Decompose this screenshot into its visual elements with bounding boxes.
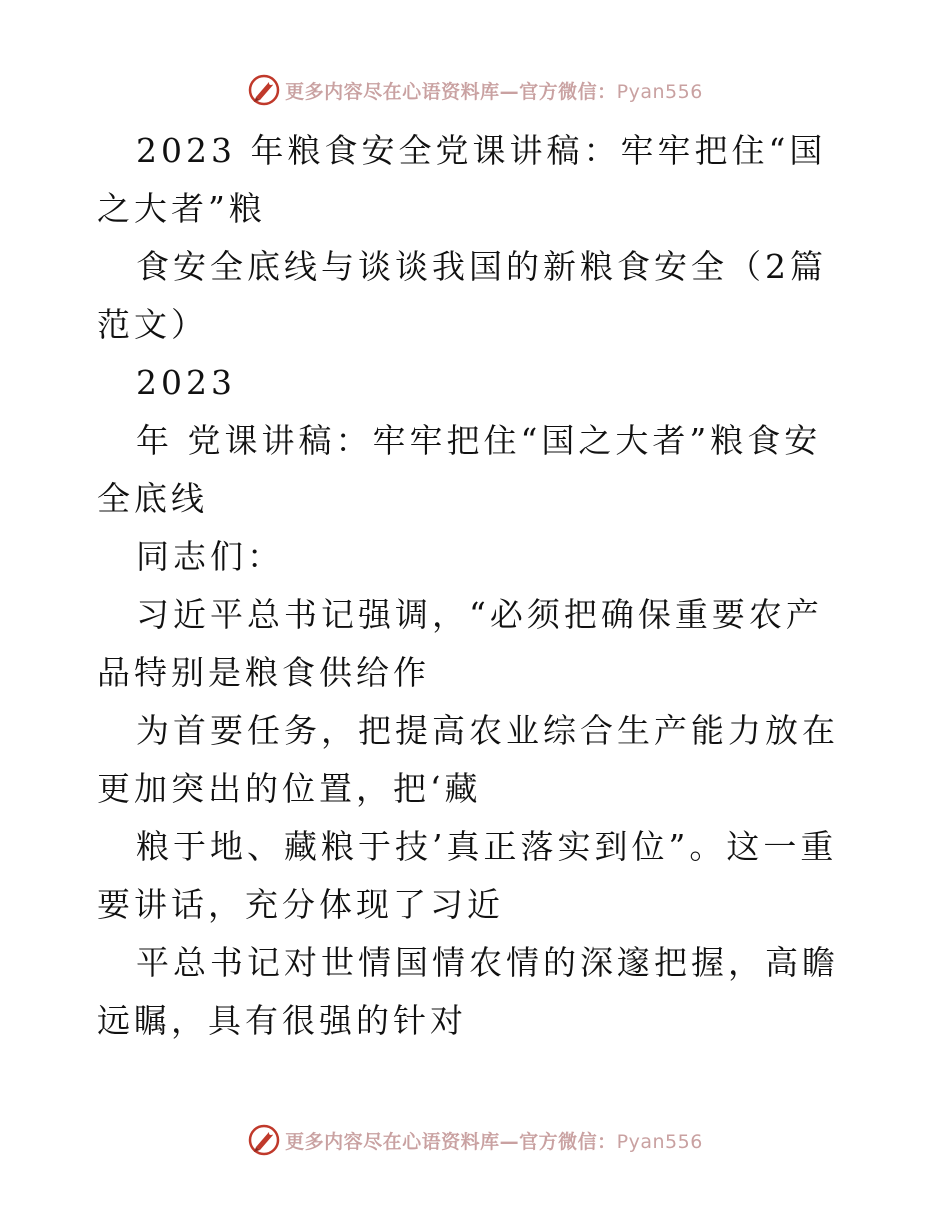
watermark-text: 更多内容尽在心语资料库—官方微信：Pyan556: [285, 80, 703, 103]
paragraph-body-4: 平总书记对世情国情农情的深邃把握，高瞻远瞩，具有很强的针对: [97, 943, 839, 1040]
ink-pen-logo-icon: [247, 1123, 281, 1157]
watermark-text: 更多内容尽在心语资料库—官方微信：Pyan556: [285, 1130, 703, 1153]
ink-pen-logo-icon: [247, 73, 281, 107]
paragraph-subtitle: 年 党课讲稿：牢牢把住“国之大者”粮食安全底线: [97, 421, 822, 518]
document-title-line-2: 食安全底线与谈谈我国的新粮食安全（2篇范文）: [97, 247, 827, 344]
document-title-line-1: 2023 年粮食安全党课讲稿：牢牢把住“国之大者”粮: [97, 131, 827, 228]
document-body: [97, 122, 857, 1050]
footer-watermark: [0, 1120, 950, 1160]
paragraph-body-1: 习近平总书记强调，“必须把确保重要农产品特别是粮食供给作: [97, 595, 823, 692]
paragraph-salutation: 同志们：: [136, 537, 284, 576]
paragraph-body-3: 粮于地、藏粮于技’真正落实到位”。这一重要讲话，充分体现了习近: [97, 827, 838, 924]
paragraph-year: 2023: [136, 363, 236, 402]
header-watermark: [0, 70, 950, 110]
paragraph-body-2: 为首要任务，把提高农业综合生产能力放在更加突出的位置，把‘藏: [97, 711, 839, 808]
